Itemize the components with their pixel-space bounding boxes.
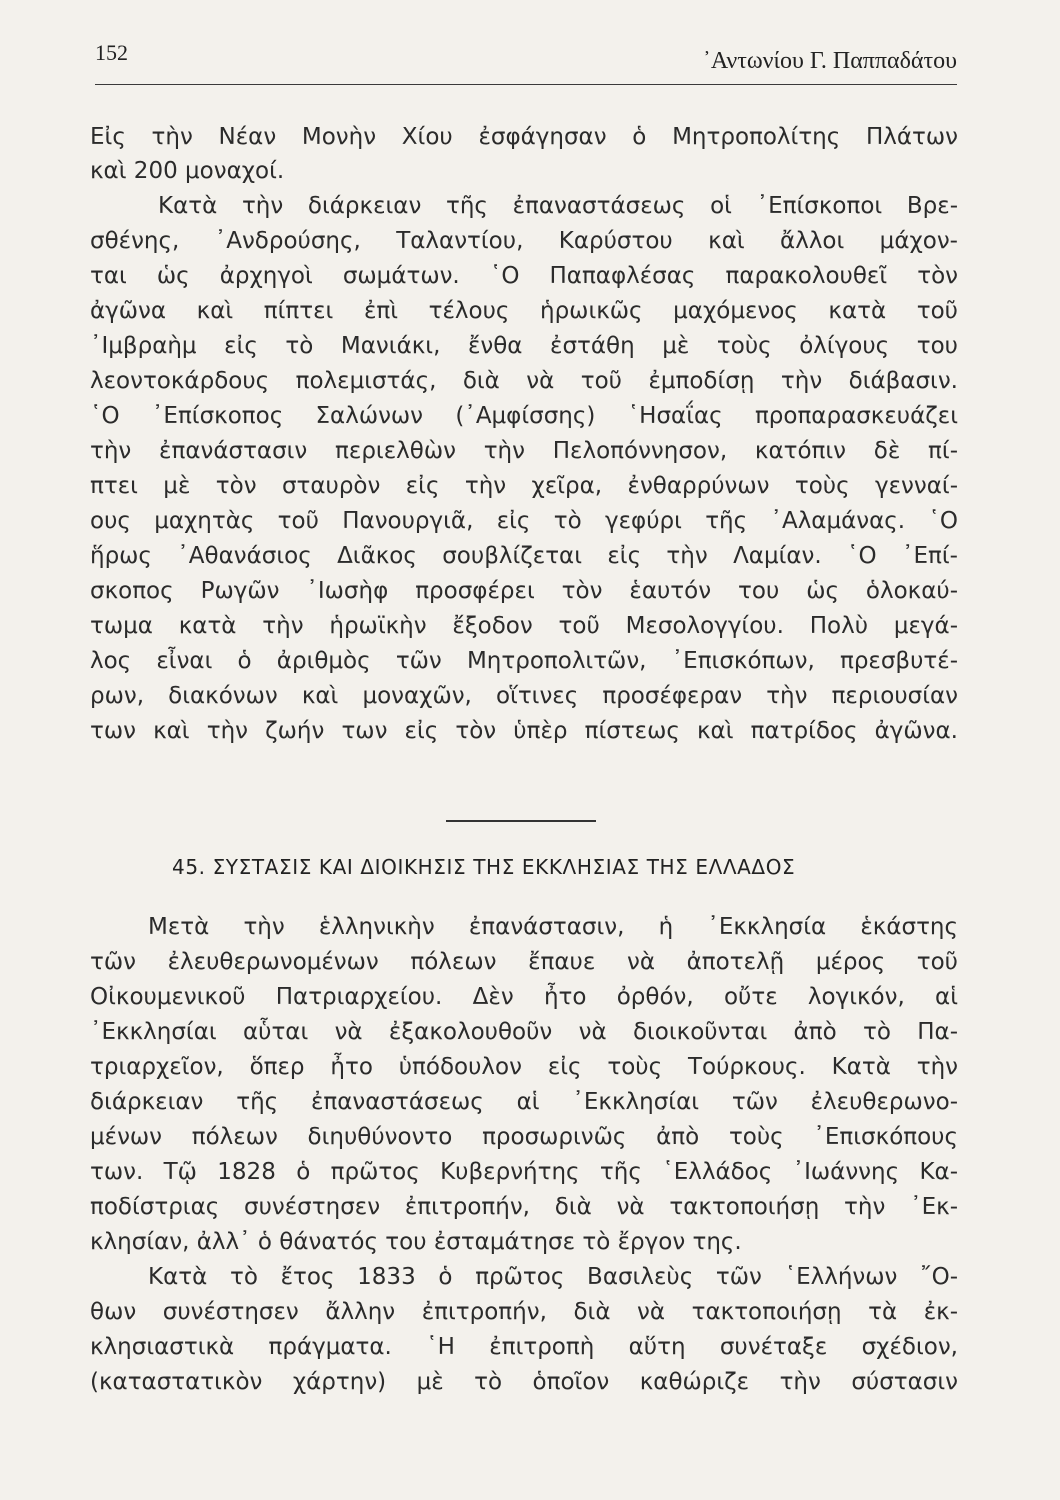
header-rule: [95, 84, 957, 85]
text-line: ᾿Εκκλησίαι αὗται νὰ ἐξακολουθοῦν νὰ διοικοῦνται ἀπὸ τὸ Πα-: [90, 1019, 958, 1045]
text-line: θων συνέστησεν ἄλλην ἐπιτροπήν, διὰ νὰ τακτοποιήσῃ τὰ ἐκ-: [90, 1299, 958, 1325]
text-line: λος εἶναι ὁ ἀριθμὸς τῶν Μητροπολιτῶν, ᾿Επισκόπων, πρεσβυτέ-: [90, 648, 958, 674]
text-line: των. Τῷ 1828 ὁ πρῶτος Κυβερνήτης τῆς ῾Ελλάδος ᾿Ιωάννης Κα-: [90, 1159, 958, 1185]
text-line: κλησιαστικὰ πράγματα. ῾Η ἐπιτροπὴ αὕτη συνέταξε σχέδιον,: [90, 1334, 958, 1360]
running-head: ᾿Αντωνίου Γ. Παππαδάτου: [702, 48, 957, 74]
text-line: ρων, διακόνων καὶ μοναχῶν, οἵτινες προσέφεραν τὴν περιουσίαν: [90, 683, 958, 709]
text-line: των καὶ τὴν ζωήν των εἰς τὸν ὑπὲρ πίστεως καὶ πατρίδος ἀγῶνα.: [90, 718, 958, 744]
text-line: Οἰκουμενικοῦ Πατριαρχείου. Δὲν ἦτο ὀρθόν, οὔτε λογικόν, αἱ: [90, 984, 958, 1010]
section-heading: 45. ΣΥΣΤΑΣΙΣ ΚΑΙ ΔΙΟΙΚΗΣΙΣ ΤΗΣ ΕΚΚΛΗΣΙΑΣ ΤΗΣ ΕΛΛΑΔΟΣ: [172, 855, 796, 879]
text-line: ους μαχητὰς τοῦ Πανουργιᾶ, εἰς τὸ γεφύρι τῆς ᾿Αλαμάνας. ῾Ο: [90, 508, 958, 534]
page-header: [95, 40, 957, 86]
text-line: λεοντοκάρδους πολεμιστάς, διὰ νὰ τοῦ ἐμποδίσῃ τὴν διάβασιν.: [90, 368, 958, 394]
text-line: ποδίστριας συνέστησεν ἐπιτροπήν, διὰ νὰ τακτοποιήσῃ τὴν ᾿Εκ-: [90, 1194, 958, 1220]
text-line: ται ὡς ἀρχηγοὶ σωμάτων. ῾Ο Παπαφλέσας παρακολουθεῖ τὸν: [90, 263, 958, 289]
text-line: Εἰς τὴν Νέαν Μονὴν Χίου ἐσφάγησαν ὁ Μητροπολίτης Πλάτων: [90, 124, 958, 150]
text-line: ῾Ο ᾿Επίσκοπος Σαλώνων (᾿Αμφίσσης) ῾Ησαΐας προπαρασκευάζει: [90, 403, 958, 429]
text-line: κλησίαν, ἀλλ᾿ ὁ θάνατός του ἐσταμάτησε τὸ ἔργον της.: [90, 1229, 742, 1255]
text-line: μένων πόλεων διηυθύνοντο προσωρινῶς ἀπὸ τοὺς ᾿Επισκόπους: [90, 1124, 958, 1150]
text-line: τῶν ἐλευθερωνομένων πόλεων ἔπαυε νὰ ἀποτελῇ μέρος τοῦ: [90, 949, 958, 975]
text-line: πτει μὲ τὸν σταυρὸν εἰς τὴν χεῖρα, ἐνθαρρύνων τοὺς γενναί-: [90, 473, 958, 499]
text-line: Κατὰ τὸ ἔτος 1833 ὁ πρῶτος Βασιλεὺς τῶν ῾Ελλήνων ῎Ο-: [148, 1264, 958, 1290]
text-line: καὶ 200 μοναχοί.: [90, 158, 285, 184]
text-line: (καταστατικὸν χάρτην) μὲ τὸ ὁποῖον καθώριζε τὴν σύστασιν: [90, 1369, 958, 1395]
text-line: Κατὰ τὴν διάρκειαν τῆς ἐπαναστάσεως οἱ ᾿Επίσκοποι Βρε-: [158, 193, 958, 219]
text-line: σκοπος Ρωγῶν ᾿Ιωσὴφ προσφέρει τὸν ἑαυτόν του ὡς ὁλοκαύ-: [90, 578, 958, 604]
page-number: 152: [95, 40, 128, 65]
text-line: τωμα κατὰ τὴν ἡρωϊκὴν ἔξοδον τοῦ Μεσολογγίου. Πολὺ μεγά-: [90, 613, 958, 639]
text-line: τὴν ἐπανάστασιν περιελθὼν τὴν Πελοπόννησον, κατόπιν δὲ πί-: [90, 438, 958, 464]
section-divider: [446, 820, 596, 822]
text-line: τριαρχεῖον, ὅπερ ἦτο ὑπόδουλον εἰς τοὺς Τούρκους. Κατὰ τὴν: [90, 1054, 958, 1080]
text-line: ἀγῶνα καὶ πίπτει ἐπὶ τέλους ἡρωικῶς μαχόμενος κατὰ τοῦ: [90, 298, 958, 324]
text-line: διάρκειαν τῆς ἐπαναστάσεως αἱ ᾿Εκκλησίαι τῶν ἐλευθερωνο-: [90, 1089, 958, 1115]
text-line: ἥρως ᾿Αθανάσιος Διᾶκος σουβλίζεται εἰς τὴν Λαμίαν. ῾Ο ᾿Επί-: [90, 543, 958, 569]
text-line: Μετὰ τὴν ἑλληνικὴν ἐπανάστασιν, ἡ ᾿Εκκλησία ἑκάστης: [148, 914, 958, 940]
text-line: ᾿Ιμβραὴμ εἰς τὸ Μανιάκι, ἔνθα ἐστάθη μὲ τοὺς ὀλίγους του: [90, 333, 958, 359]
text-line: σθένης, ᾿Ανδρούσης, Ταλαντίου, Καρύστου καὶ ἄλλοι μάχον-: [90, 228, 958, 254]
